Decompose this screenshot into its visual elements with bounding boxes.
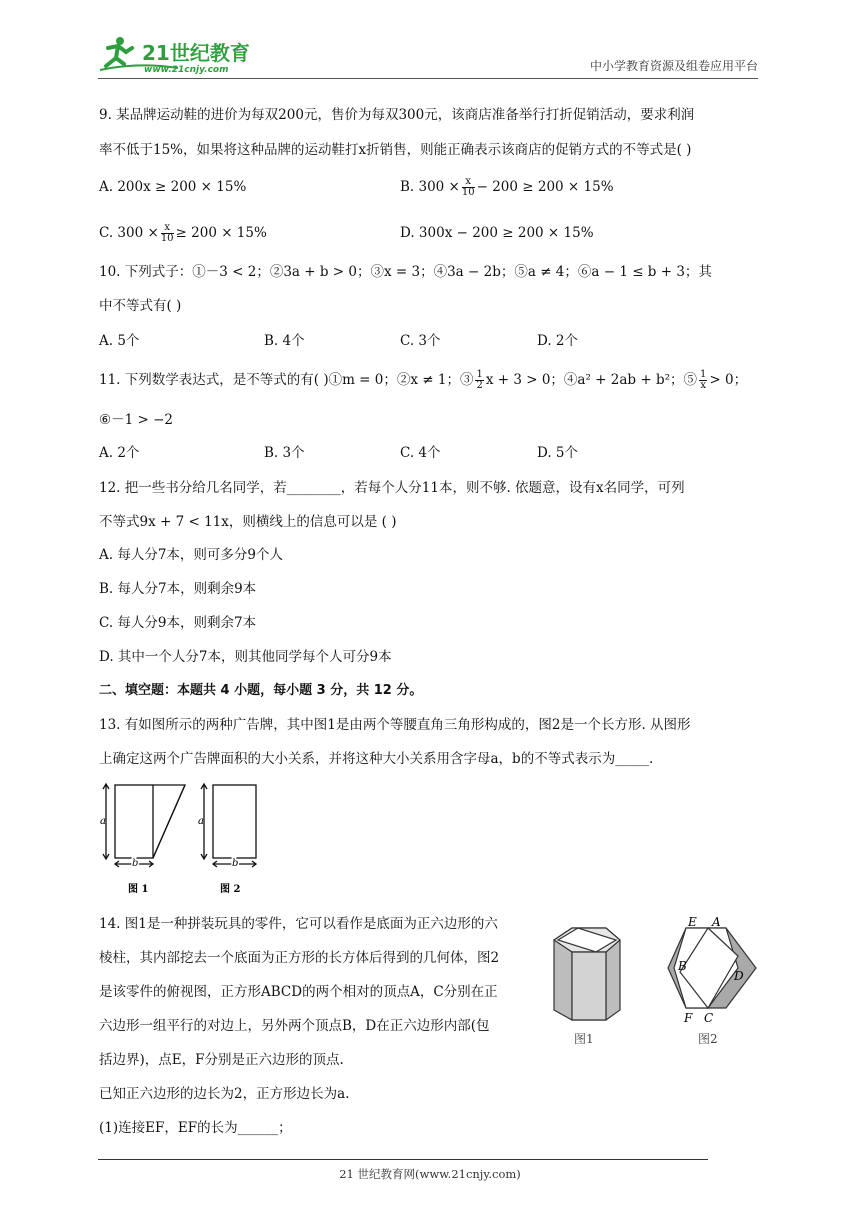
fraction: $\frac{x}{10}$ <box>160 222 174 244</box>
q14-figure <box>548 912 763 1050</box>
q10-option-c: C. 3个 <box>400 333 441 349</box>
q14-stem-line3: 是该零件的俯视图，正方形ABCD的两个相对的顶点A，C分别在正 <box>99 984 498 1000</box>
q10-option-b: B. 4个 <box>264 333 305 349</box>
q11-stem-line1: 11. 下列数学表达式，是不等式的有( )①m = 0；②x ≠ 1；③ $\frac{1}{2}$ x + 3 > 0；④a² + 2ab + b²；⑤ $\frac{1}{x}$ > 0； <box>99 369 748 391</box>
label-b: b <box>132 858 139 869</box>
q10-stem-line1: 10. 下列式子：①－3 < 2；②3a + b > 0；③x = 3；④3a − 2b；⑤a ≠ 4；⑥a − 1 ≤ b + 3；其 <box>99 264 712 280</box>
fig2-caption: 图 2 <box>220 884 241 895</box>
q11-option-a: A. 2个 <box>99 445 140 461</box>
q10-option-a: A. 5个 <box>99 333 140 349</box>
point-a: A <box>712 915 721 929</box>
q13-figure-1 <box>103 784 185 867</box>
label-b: b <box>232 858 239 869</box>
fraction: $\frac{1}{x}$ <box>700 369 707 391</box>
q13-stem-line2: 上确定这两个广告牌面积的大小关系，并将这种大小关系用含字母a，b的不等式表示为_____. <box>99 751 654 767</box>
q9-stem-line2: 率不低于15%，如果将这种品牌的运动鞋打x折销售，则能正确表示该商店的促销方式的不等式是( ) <box>99 142 692 158</box>
label-a: a <box>100 816 106 827</box>
q9-stem-line1: 9. 某品牌运动鞋的进价为每双200元，售价为每双300元，该商店准备举行打折促销活动，要求利润 <box>99 107 695 123</box>
page-header <box>98 34 758 79</box>
point-f: F <box>684 1011 693 1025</box>
q9-option-b: B. 300 × $\frac{x}{10}$ − 200 ≥ 200 × 15% <box>400 176 614 198</box>
q11-option-d: D. 5个 <box>537 445 579 461</box>
q10-option-d: D. 2个 <box>537 333 579 349</box>
fig1-caption: 图 1 <box>128 884 149 895</box>
q13-figure-2 <box>201 784 256 867</box>
q13-figure <box>98 780 268 898</box>
point-d: D <box>734 969 744 983</box>
q14-stem-line6: 已知正六边形的边长为2，正方形边长为a. <box>99 1086 350 1102</box>
q14-stem-line4: 六边形一组平行的对边上，另外两个顶点B，D在正六边形内部(包 <box>99 1018 490 1034</box>
q14-stem-line7: (1)连接EF，EF的长为______； <box>99 1120 292 1136</box>
q14-stem-line5: 括边界)，点E，F分别是正六边形的顶点. <box>99 1052 344 1068</box>
fraction: $\frac{1}{2}$ <box>476 369 483 391</box>
footer-text: 21 世纪教育网(www.21cnjy.com) <box>339 1167 521 1181</box>
fig1-caption: 图1 <box>574 1032 594 1046</box>
section-heading: 二、填空题：本题共 4 小题，每小题 3 分，共 12 分。 <box>99 683 423 698</box>
q9-option-d: D. 300x − 200 ≥ 200 × 15% <box>400 225 594 241</box>
q12-option-a: A. 每人分7本，则可多分9个人 <box>99 547 284 563</box>
logo <box>98 34 268 74</box>
q12-option-c: C. 每人分9本，则剩余7本 <box>99 615 257 631</box>
point-b: B <box>678 959 687 973</box>
q14-stem-line2: 棱柱，其内部挖去一个底面为正方形的长方体后得到的几何体，图2 <box>99 950 500 966</box>
svg-text:21世纪教育: 21世纪教育 <box>142 41 250 65</box>
q10-stem-line2: 中不等式有( ) <box>99 298 182 314</box>
q14-figure-1-prism <box>554 928 620 1020</box>
q9-option-a: A. 200x ≥ 200 × 15% <box>99 179 247 195</box>
q12-stem-line2: 不等式9x + 7 < 11x，则横线上的信息可以是 ( ) <box>99 514 397 530</box>
q12-option-b: B. 每人分7本，则剩余9本 <box>99 581 257 597</box>
q11-option-c: C. 4个 <box>400 445 441 461</box>
footer-divider <box>98 1159 708 1160</box>
q11-stem-line2: ⑥－1 > −2 <box>99 412 173 428</box>
point-c: C <box>704 1011 714 1025</box>
q14-stem-line1: 14. 图1是一种拼装玩具的零件，它可以看作是底面为正六边形的六 <box>99 916 498 932</box>
point-e: E <box>688 915 697 929</box>
q13-stem-line1: 13. 有如图所示的两种广告牌，其中图1是由两个等腰直角三角形构成的，图2是一个长方形. 从图形 <box>99 717 691 733</box>
q12-option-d: D. 其中一个人分7本，则其他同学每个人可分9本 <box>99 649 392 665</box>
q12-stem-line1: 12. 把一些书分给几名同学，若________，若每个人分11本，则不够. 依题意，设有x名同学，可列 <box>99 480 685 496</box>
fig2-caption: 图2 <box>698 1032 718 1046</box>
fraction: $\frac{x}{10}$ <box>461 176 475 198</box>
label-a: a <box>198 816 204 827</box>
q11-option-b: B. 3个 <box>264 445 305 461</box>
header-platform-text: 中小学教育资源及组卷应用平台 <box>589 59 758 73</box>
svg-text:www.21cnjy.com: www.21cnjy.com <box>144 65 229 74</box>
q9-option-c: C. 300 × $\frac{x}{10}$ ≥ 200 × 15% <box>99 222 267 244</box>
